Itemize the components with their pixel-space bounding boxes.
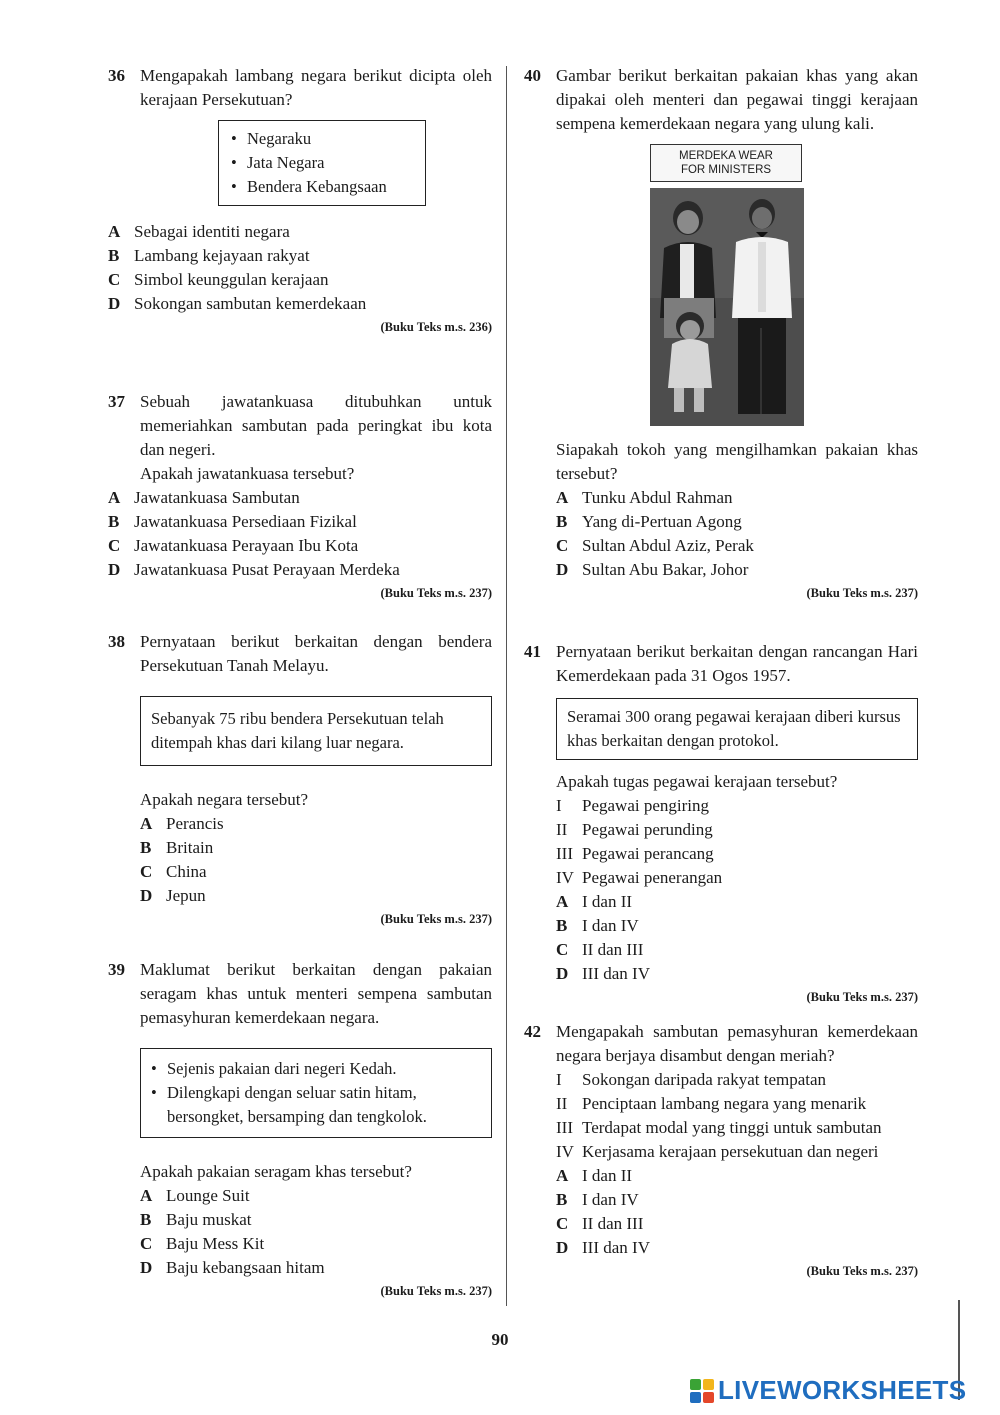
question-prompt: Apakah jawatankuasa tersebut? — [140, 464, 355, 483]
question-stem: Sebuah jawatankuasa ditubuhkan untuk memeriahkan sambutan pada peringkat ibu kota dan negeri. — [140, 392, 492, 459]
textbook-reference: (Buku Teks m.s. 237) — [380, 1284, 492, 1298]
textbook-reference: (Buku Teks m.s. 237) — [806, 586, 918, 600]
option-a[interactable]: A I dan II — [556, 892, 633, 911]
option-b[interactable]: B I dan IV — [556, 1190, 639, 1209]
question-number: 36 — [108, 66, 125, 85]
question-number: 37 — [108, 392, 125, 411]
box-item: • Dilengkapi dengan seluar satin hitam, bersongket, bersamping dan tengkolok. — [147, 1081, 485, 1129]
box-item: • Sejenis pakaian dari negeri Kedah. — [147, 1057, 485, 1081]
textbook-reference: (Buku Teks m.s. 237) — [380, 912, 492, 926]
question-prompt: Siapakah tokoh yang mengilhamkan pakaian khas tersebut? — [556, 440, 918, 483]
statement-iv: IV Kerjasama kerajaan persekutuan dan negeri — [556, 1142, 879, 1161]
option-a[interactable]: A Perancis — [140, 814, 224, 833]
brand-text: LIVEWORKSHEETS — [718, 1375, 967, 1405]
question-stem: Pernyataan berikut berkaitan dengan bendera Persekutuan Tanah Melayu. — [140, 632, 492, 675]
box-item: • Negaraku — [227, 127, 417, 151]
logo-square-blue — [690, 1392, 701, 1403]
question-stem: Mengapakah lambang negara berikut dicipta oleh kerajaan Persekutuan? — [140, 66, 492, 109]
question-40 — [524, 64, 918, 602]
merdeka-wear-photo — [650, 144, 806, 426]
textbook-reference: (Buku Teks m.s. 237) — [380, 586, 492, 600]
logo-square-red — [703, 1392, 714, 1403]
question-42 — [524, 1020, 918, 1280]
info-box — [140, 696, 492, 766]
statement-i: I Pegawai pengiring — [556, 796, 709, 815]
option-b[interactable]: B Jawatankuasa Persediaan Fizikal — [108, 512, 357, 531]
question-prompt: Apakah pakaian seragam khas tersebut? — [140, 1162, 412, 1181]
option-c[interactable]: C Simbol keunggulan kerajaan — [108, 270, 329, 289]
statement-ii: II Penciptaan lambang negara yang menarik — [556, 1094, 867, 1113]
option-a[interactable]: A Tunku Abdul Rahman — [556, 488, 733, 507]
option-c[interactable]: C II dan III — [556, 940, 644, 959]
question-prompt: Apakah negara tersebut? — [140, 790, 309, 809]
question-stem: Maklumat berikut berkaitan dengan pakaian seragam khas untuk menteri sempena sambutan pemasyhuran kemerdekaan negara. — [140, 960, 492, 1027]
logo-square-yellow — [703, 1379, 714, 1390]
question-39 — [108, 958, 492, 1300]
option-a[interactable]: A I dan II — [556, 1166, 633, 1185]
option-b[interactable]: B Britain — [140, 838, 214, 857]
logo-square-green — [690, 1379, 701, 1390]
ministers-photo-image — [650, 188, 804, 426]
option-b[interactable]: B Baju muskat — [140, 1210, 252, 1229]
question-number: 39 — [108, 960, 125, 979]
question-stem: Pernyataan berikut berkaitan dengan rancangan Hari Kemerdekaan pada 31 Ogos 1957. — [556, 642, 918, 685]
question-41 — [524, 640, 918, 1006]
option-a[interactable]: A Sebagai identiti negara — [108, 222, 290, 241]
option-b[interactable]: B I dan IV — [556, 916, 639, 935]
column-divider — [506, 66, 507, 1306]
option-d[interactable]: D III dan IV — [556, 964, 650, 983]
statement-iv: IV Pegawai penerangan — [556, 868, 723, 887]
box-text: Seramai 300 orang pegawai kerajaan diberi kursus khas berkaitan dengan protokol. — [567, 707, 901, 750]
option-a[interactable]: A Jawatankuasa Sambutan — [108, 488, 300, 507]
info-box — [140, 1048, 492, 1138]
option-d[interactable]: D Jawatankuasa Pusat Perayaan Merdeka — [108, 560, 400, 579]
question-number: 42 — [524, 1022, 541, 1041]
statement-iii: III Pegawai perancang — [556, 844, 714, 863]
option-c[interactable]: C China — [140, 862, 207, 881]
box-text: Sebanyak 75 ribu bendera Persekutuan telah ditempah khas dari kilang luar negara. — [151, 709, 444, 752]
question-number: 40 — [524, 66, 541, 85]
textbook-reference: (Buku Teks m.s. 237) — [806, 990, 918, 1004]
textbook-reference: (Buku Teks m.s. 237) — [806, 1264, 918, 1278]
option-b[interactable]: B Yang di-Pertuan Agong — [556, 512, 742, 531]
page-number: 90 — [491, 1330, 509, 1349]
info-box — [556, 698, 918, 760]
option-c[interactable]: C II dan III — [556, 1214, 644, 1233]
liveworksheets-logo-icon — [690, 1379, 714, 1403]
photo-caption: MERDEKA WEAR FOR MINISTERS — [650, 144, 802, 182]
option-d[interactable]: D Jepun — [140, 886, 206, 905]
question-number: 38 — [108, 632, 125, 651]
box-item: • Bendera Kebangsaan — [227, 175, 417, 199]
question-37 — [108, 390, 492, 602]
option-a[interactable]: A Lounge Suit — [140, 1186, 250, 1205]
question-stem: Gambar berikut berkaitan pakaian khas yang akan dipakai oleh menteri dan pegawai tinggi kerajaan sempena kemerdekaan negara yang ulung kali. — [556, 66, 918, 133]
option-d[interactable]: D III dan IV — [556, 1238, 650, 1257]
question-number: 41 — [524, 642, 541, 661]
option-d[interactable]: D Baju kebangsaan hitam — [140, 1258, 325, 1277]
option-d[interactable]: D Sultan Abu Bakar, Johor — [556, 560, 749, 579]
question-36 — [108, 64, 492, 336]
option-c[interactable]: C Jawatankuasa Perayaan Ibu Kota — [108, 536, 359, 555]
box-item: • Jata Negara — [227, 151, 417, 175]
statement-ii: II Pegawai perunding — [556, 820, 713, 839]
liveworksheets-brand[interactable] — [690, 1375, 966, 1406]
textbook-reference: (Buku Teks m.s. 236) — [380, 320, 492, 334]
question-38 — [108, 630, 492, 928]
info-box — [218, 120, 426, 206]
option-c[interactable]: C Sultan Abdul Aziz, Perak — [556, 536, 754, 555]
statement-i: I Sokongan daripada rakyat tempatan — [556, 1070, 827, 1089]
question-prompt: Apakah tugas pegawai kerajaan tersebut? — [556, 772, 838, 791]
option-d[interactable]: D Sokongan sambutan kemerdekaan — [108, 294, 367, 313]
option-c[interactable]: C Baju Mess Kit — [140, 1234, 265, 1253]
option-b[interactable]: B Lambang kejayaan rakyat — [108, 246, 310, 265]
question-stem: Mengapakah sambutan pemasyhuran kemerdekaan negara berjaya disambut dengan meriah? — [556, 1022, 918, 1065]
statement-iii: III Terdapat modal yang tinggi untuk sambutan — [556, 1118, 882, 1137]
